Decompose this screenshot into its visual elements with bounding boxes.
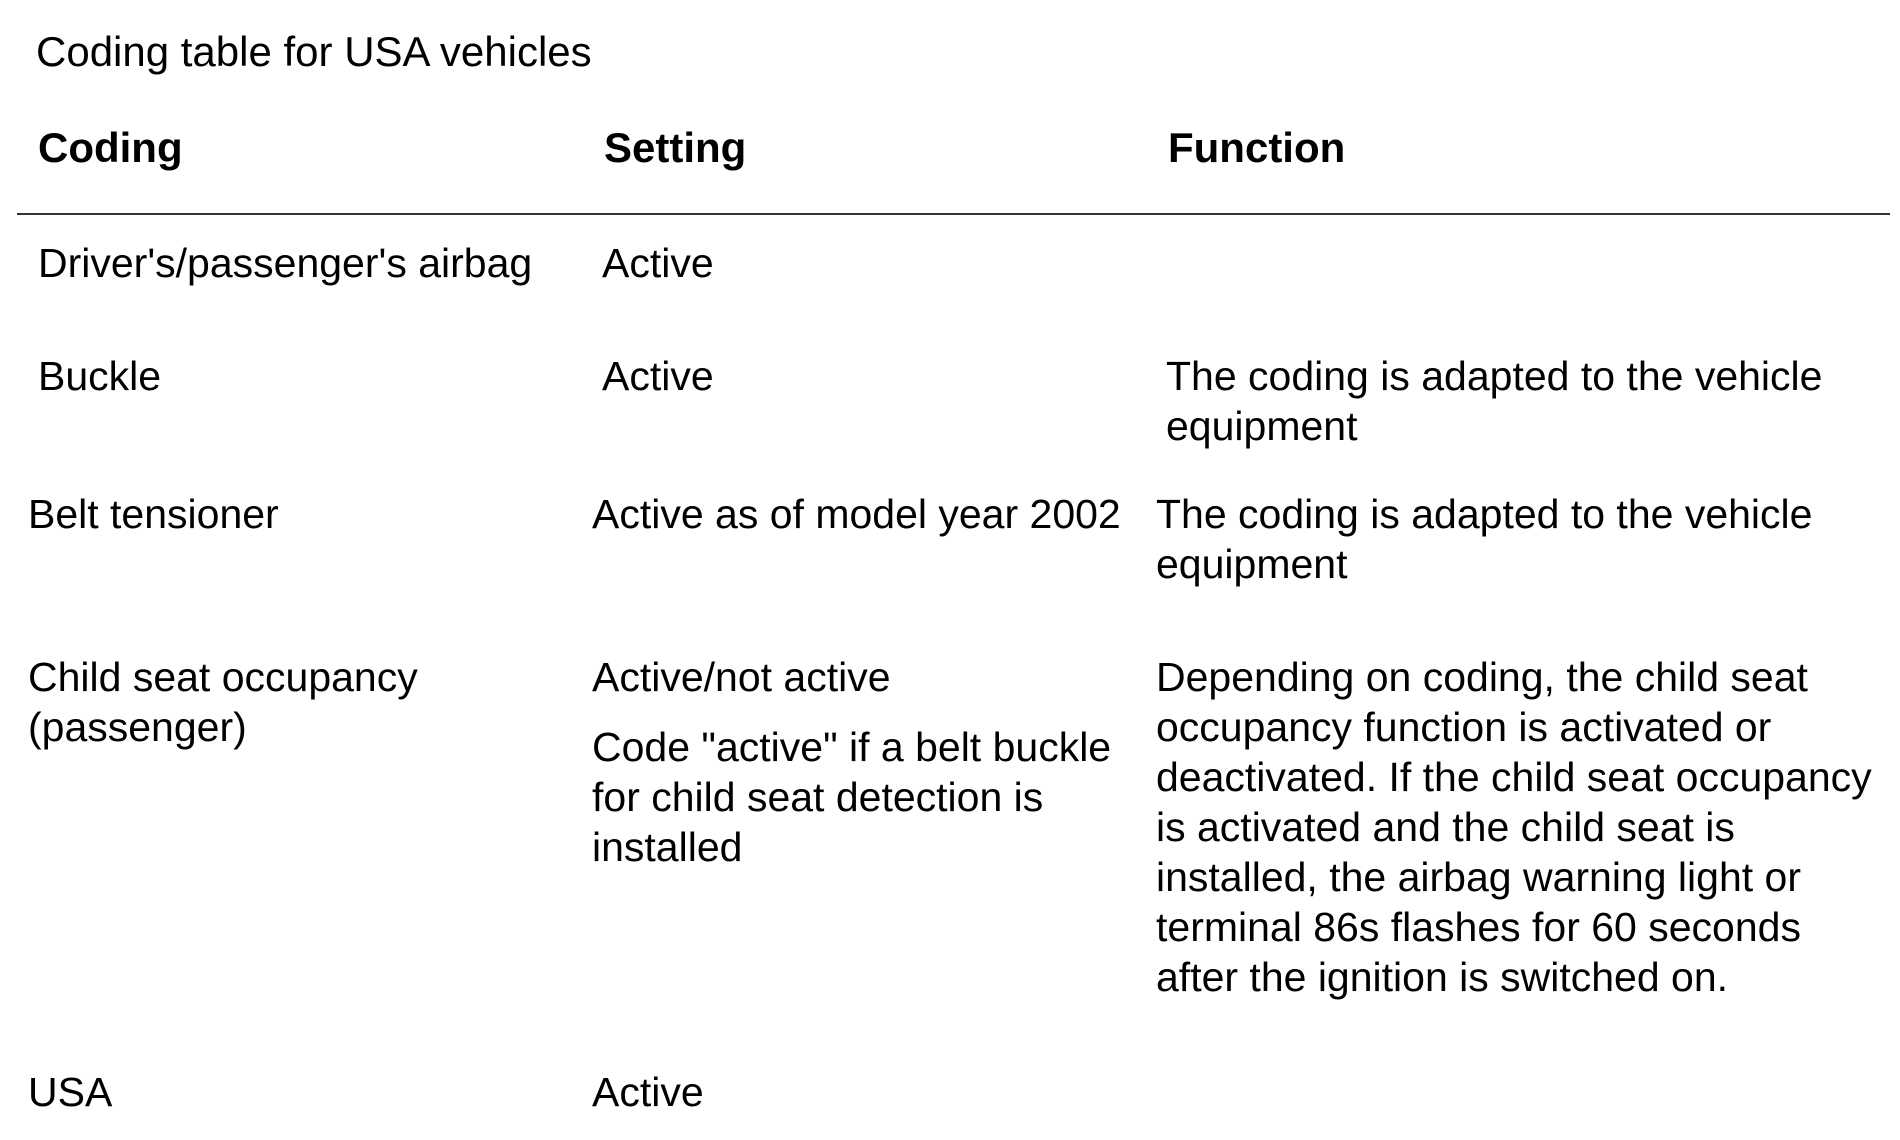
page-title: Coding table for USA vehicles	[36, 28, 592, 75]
column-header-function: Function	[1168, 124, 1346, 171]
setting-cell: Active	[602, 240, 714, 286]
setting-value: Active/not active	[592, 654, 891, 700]
coding-cell: Buckle	[38, 353, 162, 399]
header-divider	[17, 213, 1890, 215]
column-header-coding: Coding	[38, 124, 183, 171]
coding-cell: USA	[28, 1069, 113, 1115]
function-cell: The coding is adapted to the vehicle equipment	[1156, 491, 1813, 587]
setting-note: Code "active" if a belt buckle for child seat detection is installed	[592, 724, 1112, 870]
setting-cell: Active	[602, 353, 714, 399]
setting-cell: Active as of model year 2002	[592, 491, 1121, 537]
coding-cell: Belt tensioner	[28, 491, 279, 537]
setting-cell	[592, 652, 1132, 872]
function-cell: The coding is adapted to the vehicle equipment	[1166, 353, 1823, 449]
column-header-setting: Setting	[604, 124, 747, 171]
setting-cell: Active	[592, 1069, 704, 1115]
function-cell: Depending on coding, the child seat occupancy function is activated or deactivated. If the child seat occupancy is activated and the child seat is installed, the airbag warning light or terminal 86s flashes for 60 seconds after the ignition is switched on.	[1156, 654, 1872, 1000]
coding-cell: Driver's/passenger's airbag	[38, 240, 533, 286]
coding-cell: Child seat occupancy (passenger)	[28, 654, 418, 750]
